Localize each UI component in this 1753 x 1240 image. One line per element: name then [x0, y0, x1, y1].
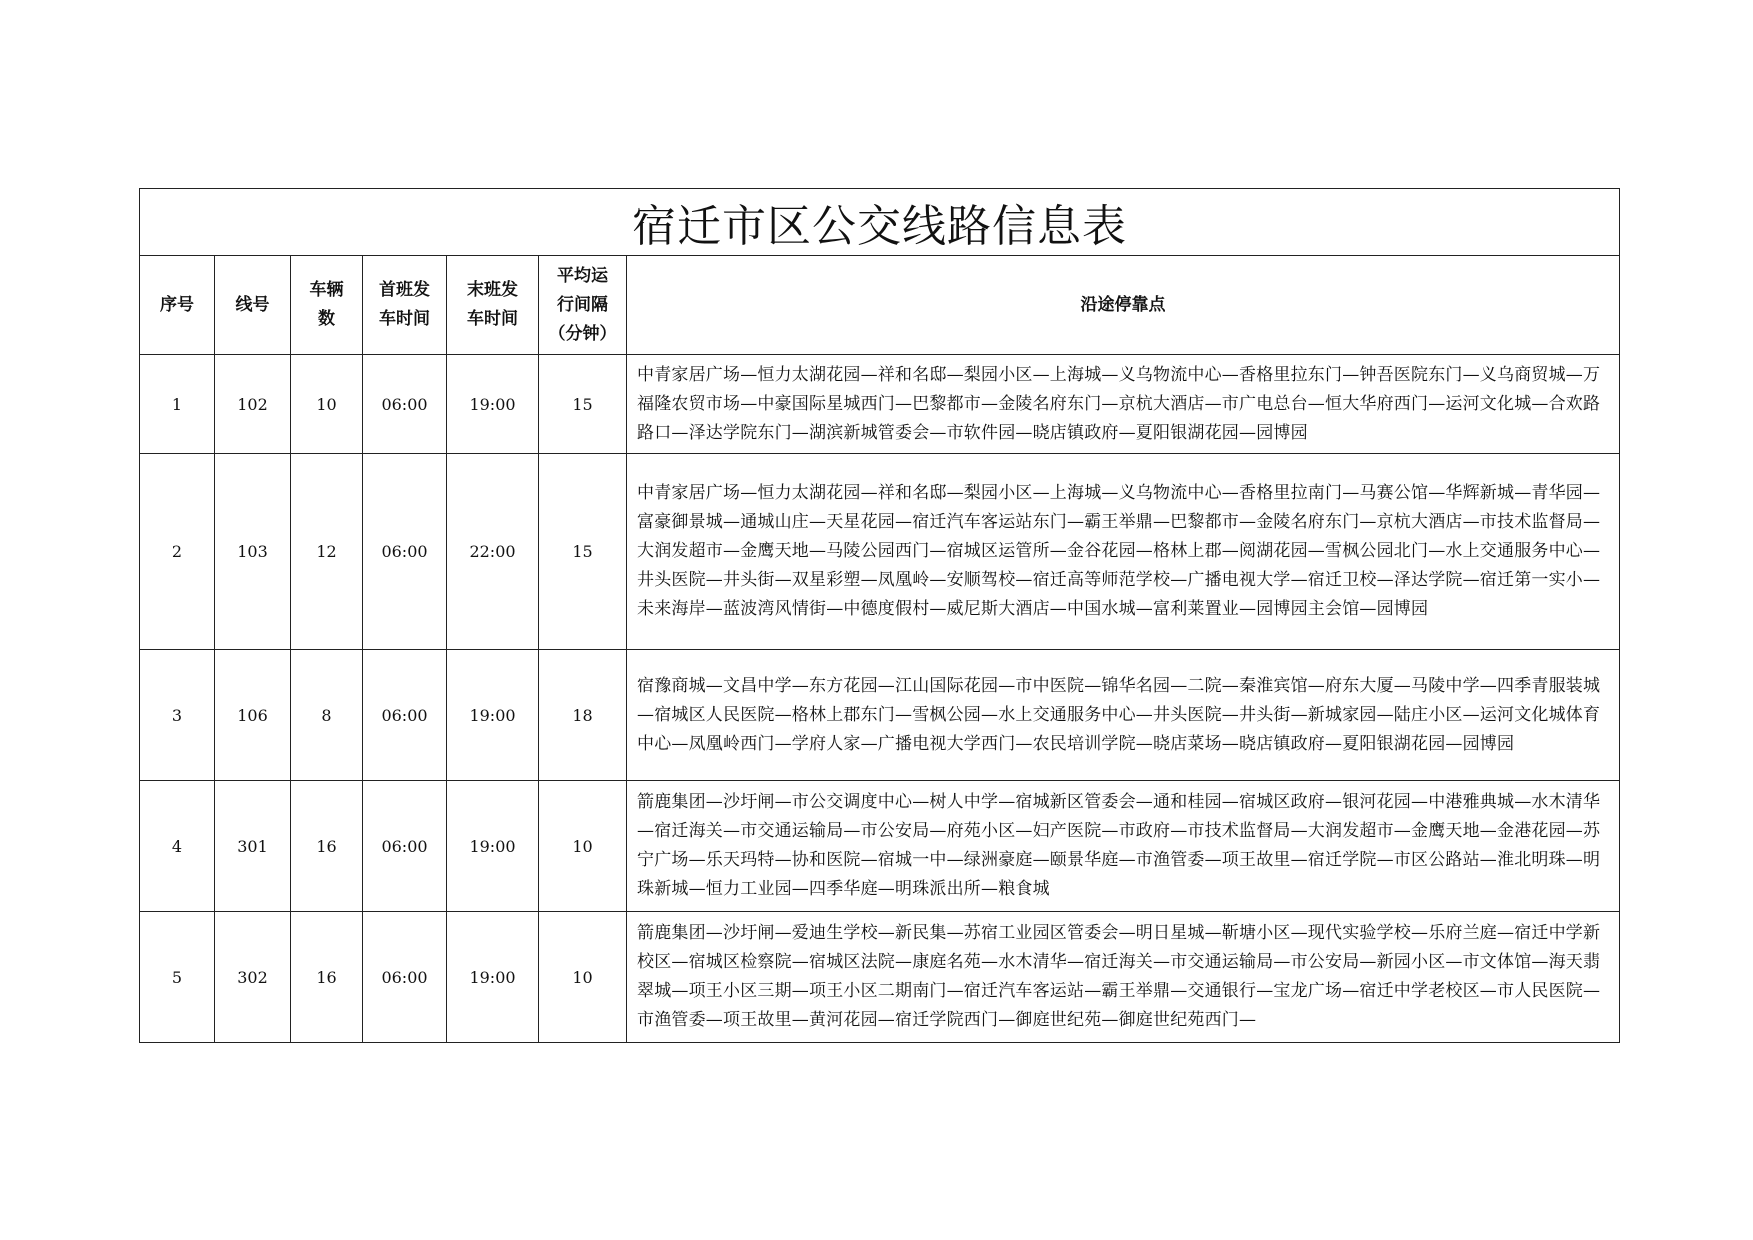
header-last-line1: 末班发 [467, 280, 518, 300]
cell-last-departure: 19:00 [447, 912, 539, 1043]
header-vehicles-line1: 车辆 [309, 280, 344, 300]
table-row [140, 781, 1620, 912]
cell-interval: 15 [539, 454, 627, 650]
cell-interval: 15 [539, 355, 627, 454]
cell-last-departure: 22:00 [447, 454, 539, 650]
header-vehicles [291, 256, 363, 355]
header-last-departure [447, 256, 539, 355]
cell-line: 301 [215, 781, 291, 912]
cell-last-departure: 19:00 [447, 355, 539, 454]
cell-vehicles: 8 [291, 650, 363, 781]
cell-stops: 箭鹿集团—沙圩闸—市公交调度中心—树人中学—宿城新区管委会—通和桂园—宿城区政府—银河花园—中港雅典城—水木清华—宿迁海关—市交通运输局—市公安局—府苑小区—妇产医院—市政府—市技术监督局—大润发超市—金鹰天地—金港花园—苏宁广场—乐天玛特—协和医院—宿城一中—绿洲豪庭—颐景华庭—市渔管委—项王故里—宿迁学院—市区公路站—淮北明珠—明珠新城—恒力工业园—四季华庭—明珠派出所—粮食城 [627, 781, 1620, 912]
cell-stops: 宿豫商城—文昌中学—东方花园—江山国际花园—市中医院—锦华名园—二院—秦淮宾馆—府东大厦—马陵中学—四季青服装城—宿城区人民医院—格林上郡东门—雪枫公园—水上交通服务中心—井头医院—井头街—新城家园—陆庄小区—运河文化城体育中心—凤凰岭西门—学府人家—广播电视大学西门—农民培训学院—晓店菜场—晓店镇政府—夏阳银湖花园—园博园 [627, 650, 1620, 781]
header-interval-line3: （分钟） [548, 323, 617, 344]
cell-last-departure: 19:00 [447, 650, 539, 781]
cell-seq: 4 [140, 781, 215, 912]
cell-vehicles: 12 [291, 454, 363, 650]
table-row [140, 650, 1620, 781]
header-row [140, 256, 1620, 355]
cell-last-departure: 19:00 [447, 781, 539, 912]
cell-line: 103 [215, 454, 291, 650]
cell-stops: 中青家居广场—恒力太湖花园—祥和名邸—梨园小区—上海城—义乌物流中心—香格里拉南门—马赛公馆—华辉新城—青华园—富豪御景城—通城山庄—天星花园—宿迁汽车客运站东门—霸王举鼎—巴黎都市—金陵名府东门—京杭大酒店—市技术监督局—大润发超市—金鹰天地—马陵公园西门—宿城区运管所—金谷花园—格林上郡—阅湖花园—雪枫公园北门—水上交通服务中心—井头医院—井头街—双星彩塑—凤凰岭—安顺驾校—宿迁高等师范学校—广播电视大学—宿迁卫校—泽达学院—宿迁第一实小—未来海岸—蓝波湾风情街—中德度假村—威尼斯大酒店—中国水城—富利莱置业—园博园主会馆—园博园 [627, 454, 1620, 650]
bus-route-table [139, 188, 1620, 1043]
cell-first-departure: 06:00 [363, 454, 447, 650]
cell-line: 102 [215, 355, 291, 454]
cell-seq: 2 [140, 454, 215, 650]
cell-vehicles: 10 [291, 355, 363, 454]
table-row [140, 912, 1620, 1043]
cell-first-departure: 06:00 [363, 355, 447, 454]
cell-first-departure: 06:00 [363, 650, 447, 781]
cell-seq: 5 [140, 912, 215, 1043]
cell-first-departure: 06:00 [363, 781, 447, 912]
cell-interval: 10 [539, 781, 627, 912]
header-interval-line2: 行间隔 [557, 294, 608, 315]
header-seq: 序号 [140, 256, 215, 355]
header-line: 线号 [215, 256, 291, 355]
header-stops: 沿途停靠点 [627, 256, 1620, 355]
table-row [140, 454, 1620, 650]
cell-stops: 箭鹿集团—沙圩闸—爱迪生学校—新民集—苏宿工业园区管委会—明日星城—靳塘小区—现代实验学校—乐府兰庭—宿迁中学新校区—宿城区检察院—宿城区法院—康庭名苑—水木清华—宿迁海关—市交通运输局—市公安局—新园小区—市文体馆—海天翡翠城—项王小区三期—项王小区二期南门—宿迁汽车客运站—霸王举鼎—交通银行—宝龙广场—宿迁中学老校区—市人民医院—市渔管委—项王故里—黄河花园—宿迁学院西门—御庭世纪苑—御庭世纪苑西门— [627, 912, 1620, 1043]
cell-vehicles: 16 [291, 912, 363, 1043]
cell-seq: 3 [140, 650, 215, 781]
cell-seq: 1 [140, 355, 215, 454]
cell-first-departure: 06:00 [363, 912, 447, 1043]
cell-stops: 中青家居广场—恒力太湖花园—祥和名邸—梨园小区—上海城—义乌物流中心—香格里拉东门—钟吾医院东门—义乌商贸城—万福隆农贸市场—中豪国际星城西门—巴黎都市—金陵名府东门—京杭大酒店—市广电总台—恒大华府西门—运河文化城—合欢路路口—泽达学院东门—湖滨新城管委会—市软件园—晓店镇政府—夏阳银湖花园—园博园 [627, 355, 1620, 454]
header-last-line2: 车时间 [467, 309, 518, 329]
header-first-line2: 车时间 [379, 309, 430, 329]
cell-line: 302 [215, 912, 291, 1043]
cell-line: 106 [215, 650, 291, 781]
table-title: 宿迁市区公交线路信息表 [140, 189, 1620, 256]
header-first-line1: 首班发 [379, 280, 430, 300]
cell-interval: 10 [539, 912, 627, 1043]
cell-vehicles: 16 [291, 781, 363, 912]
header-vehicles-line2: 数 [318, 309, 335, 329]
header-interval [539, 256, 627, 355]
header-first-departure [363, 256, 447, 355]
cell-interval: 18 [539, 650, 627, 781]
table-row [140, 355, 1620, 454]
header-interval-line1: 平均运 [557, 265, 608, 286]
